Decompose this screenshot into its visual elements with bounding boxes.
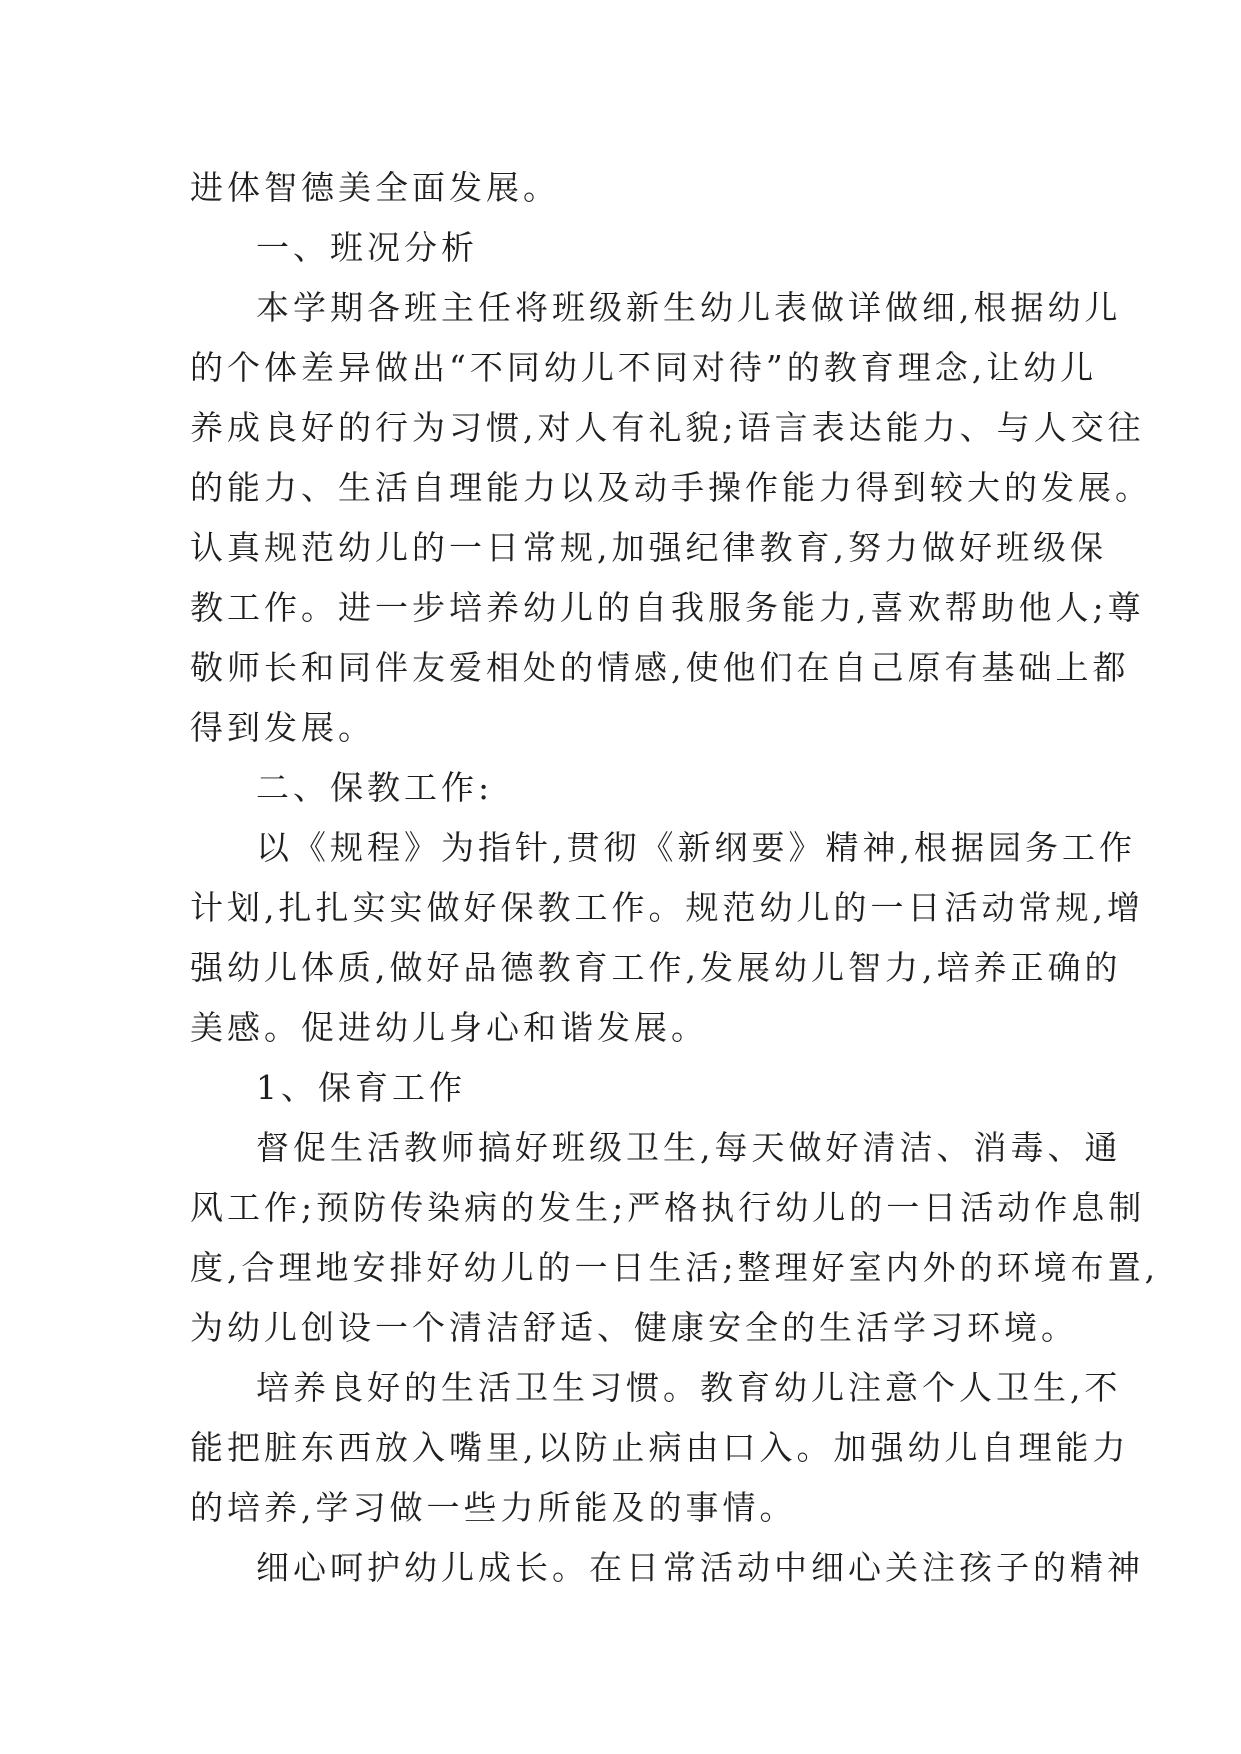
- text-line: 能把脏东西放入嘴里,以防止病由口入。加强幼儿自理能力: [190, 1428, 1130, 1467]
- text-line: 计划,扎扎实实做好保教工作。规范幼儿的一日活动常规,增: [190, 888, 1144, 927]
- text-line: 的个体差异做出“不同幼儿不同对待”的教育理念,让幼儿: [190, 348, 1098, 387]
- text-line: 为幼儿创设一个清洁舒适、健康安全的生活学习环境。: [190, 1308, 1078, 1347]
- document-body: [190, 158, 1160, 1598]
- text-line: 美感。促进幼儿身心和谐发展。: [190, 1008, 708, 1047]
- text-line: 督促生活教师搞好班级卫生,每天做好清洁、消毒、通: [256, 1128, 1122, 1167]
- text-line: 的能力、生活自理能力以及动手操作能力得到较大的发展。: [190, 468, 1152, 507]
- subsection-heading: 1、保育工作: [256, 1068, 466, 1107]
- text-line: 的培养,学习做一些力所能及的事情。: [190, 1488, 797, 1527]
- text-line: 细心呵护幼儿成长。在日常活动中细心关注孩子的精神: [256, 1548, 1144, 1587]
- text-line: 得到发展。: [190, 708, 375, 747]
- text-line: 进体智德美全面发展。: [190, 168, 560, 207]
- text-line: 风工作;预防传染病的发生;严格执行幼儿的一日活动作息制: [190, 1188, 1146, 1227]
- section-heading: 二、保教工作:: [256, 768, 494, 807]
- text-line: 认真规范幼儿的一日常规,加强纪律教育,努力做好班级保: [190, 528, 1107, 567]
- section-heading: 一、班况分析: [256, 228, 478, 267]
- text-line: 以《规程》为指针,贯彻《新纲要》精神,根据园务工作: [256, 828, 1136, 867]
- text-line: 敬师长和同伴友爱相处的情感,使他们在自己原有基础上都: [190, 648, 1130, 687]
- text-line: 养成良好的行为习惯,对人有礼貌;语言表达能力、与人交往: [190, 408, 1145, 447]
- text-line: 本学期各班主任将班级新生幼儿表做详做细,根据幼儿: [256, 288, 1122, 327]
- text-line: 培养良好的生活卫生习惯。教育幼儿注意个人卫生,不: [256, 1368, 1122, 1407]
- text-line: 度,合理地安排好幼儿的一日生活;整理好室内外的环境布置,: [190, 1248, 1160, 1287]
- text-line: 强幼儿体质,做好品德教育工作,发展幼儿智力,培养正确的: [190, 948, 1122, 987]
- text-line: 教工作。进一步培养幼儿的自我服务能力,喜欢帮助他人;尊: [190, 588, 1145, 627]
